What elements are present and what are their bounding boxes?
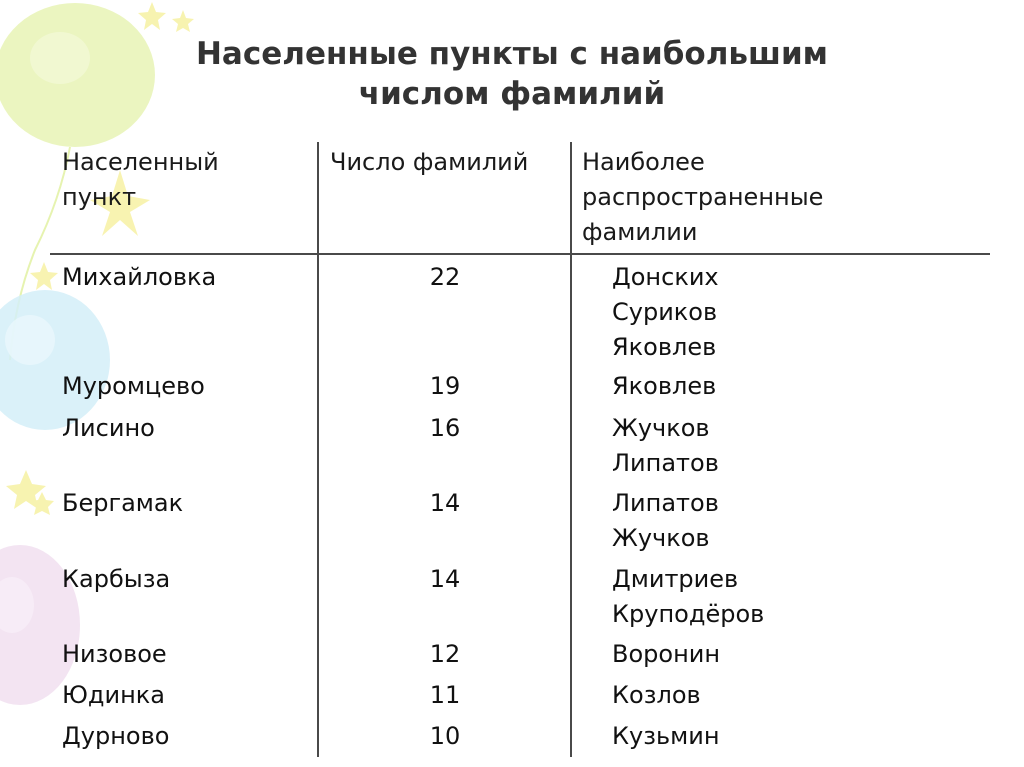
header-settlement: Населенный пункт (62, 148, 219, 211)
count-cell: 14 (429, 565, 461, 593)
balloon-blue-icon (0, 290, 110, 430)
title-line-2: числом фамилий (358, 76, 666, 112)
settlement-cell: Бергамак (62, 489, 184, 517)
header-count: Число фамилий (330, 148, 529, 176)
count-cell: 12 (429, 640, 461, 668)
count-cell: 22 (429, 263, 461, 291)
title-line-1: Населенные пункты с наибольшим (195, 36, 829, 72)
settlement-cell: Карбыза (62, 565, 171, 593)
settlement-cell: Дурново (62, 722, 170, 750)
page-title (100, 34, 924, 114)
count-cell: 10 (429, 722, 461, 750)
settlement-cell: Юдинка (62, 681, 165, 709)
count-cell: 11 (429, 681, 461, 709)
count-cell: 19 (429, 372, 461, 400)
surnames-cell: Дмитриев Круподёров (612, 565, 765, 628)
surnames-cell: Воронин (612, 640, 721, 668)
settlement-cell: Муромцево (62, 372, 205, 400)
settlement-cell: Низовое (62, 640, 167, 668)
header-divider (50, 253, 990, 255)
surnames-cell: Донских Суриков Яковлев (612, 263, 719, 361)
count-cell: 14 (429, 489, 461, 517)
settlement-cell: Лисино (62, 414, 155, 442)
surnames-cell: Яковлев (612, 372, 717, 400)
surnames-cell: Козлов (612, 681, 701, 709)
settlement-cell: Михайловка (62, 263, 217, 291)
surnames-cell: Жучков Липатов (612, 414, 719, 477)
header-surnames: Наиболее распространенные фамилии (582, 148, 824, 246)
surnames-cell: Кузьмин (612, 722, 720, 750)
surnames-cell: Липатов Жучков (612, 489, 719, 552)
count-cell: 16 (429, 414, 461, 442)
